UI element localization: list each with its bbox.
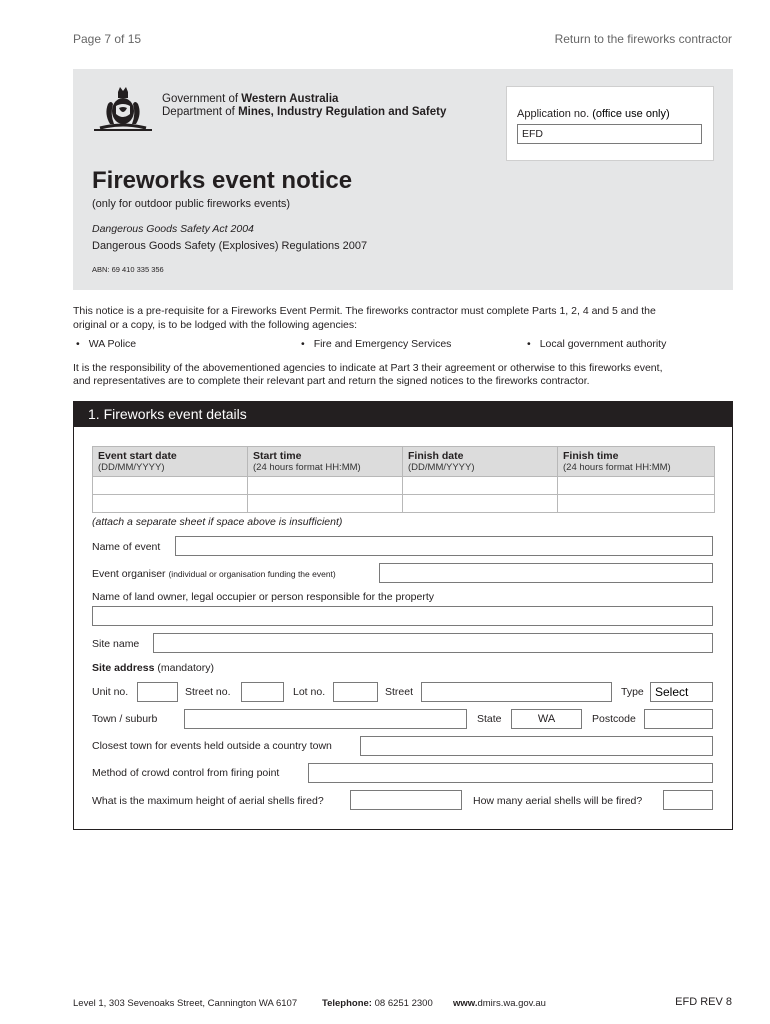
footer-address: Level 1, 303 Sevenoaks Street, Cannington WA 6107 (73, 998, 298, 1009)
lot-no-field[interactable] (333, 682, 378, 702)
agency-fire-emergency: • Fire and Emergency Services (301, 338, 451, 351)
crowd-control-field[interactable] (308, 763, 713, 783)
unit-no-label: Unit no. (92, 686, 129, 698)
footer-website[interactable]: www.dmirs.wa.gov.au (453, 998, 546, 1009)
start-time-cell[interactable] (248, 495, 403, 513)
postcode-field[interactable] (644, 709, 713, 729)
page-subtitle: (only for outdoor public fireworks events) (92, 198, 291, 210)
footer-telephone: Telephone: 08 6251 2300 (322, 998, 433, 1009)
name-of-event-field[interactable] (175, 536, 713, 556)
type-label: Type (621, 686, 644, 698)
shell-count-label: How many aerial shells will be fired? (473, 795, 643, 807)
government-name: Government of Western Australia (162, 93, 339, 105)
closest-town-field[interactable] (360, 736, 713, 756)
street-no-label: Street no. (185, 686, 231, 698)
state-label: State (477, 713, 502, 725)
site-name-label: Site name (92, 638, 140, 650)
abn: ABN: 69 410 335 356 (92, 265, 164, 274)
event-organiser-field[interactable] (379, 563, 713, 583)
site-address-label: Site address (mandatory) (92, 662, 214, 674)
page-number: Page 7 of 15 (73, 32, 142, 46)
act-name: Dangerous Goods Safety Act 2004 (92, 223, 254, 235)
crowd-control-label: Method of crowd control from firing point (92, 767, 280, 779)
table-header-event-start-date: Event start date (DD/MM/YYYY) (93, 447, 248, 477)
agency-local-government: • Local government authority (527, 338, 666, 351)
postcode-label: Postcode (592, 713, 636, 725)
town-suburb-field[interactable] (184, 709, 467, 729)
application-number-field[interactable]: EFD (517, 124, 702, 144)
finish-time-cell[interactable] (558, 495, 715, 513)
table-row (93, 477, 715, 495)
table-header-finish-date: Finish date (DD/MM/YYYY) (403, 447, 558, 477)
finish-date-cell[interactable] (403, 477, 558, 495)
table-row (93, 495, 715, 513)
section-1-title: 1. Fireworks event details (73, 401, 733, 427)
town-suburb-label: Town / suburb (92, 713, 158, 725)
event-organiser-label: Event organiser (individual or organisation funding the event) (92, 568, 336, 580)
intro-line-2: original or a copy, is to be lodged with the following agencies: (73, 319, 358, 331)
closest-town-label: Closest town for events held outside a country town (92, 740, 332, 752)
event-start-date-cell[interactable] (93, 495, 248, 513)
lot-no-label: Lot no. (293, 686, 326, 698)
finish-time-cell[interactable] (558, 477, 715, 495)
footer-revision: EFD REV 8 (675, 996, 732, 1008)
street-type-select[interactable]: Select (650, 682, 713, 702)
max-height-field[interactable] (350, 790, 462, 810)
street-label: Street (385, 686, 414, 698)
application-number-label: Application no. (office use only) (517, 108, 670, 120)
event-start-date-cell[interactable] (93, 477, 248, 495)
unit-no-field[interactable] (137, 682, 178, 702)
land-owner-label: Name of land owner, legal occupier or person responsible for the property (92, 591, 435, 603)
start-time-cell[interactable] (248, 477, 403, 495)
attach-note: (attach a separate sheet if space above is insufficient) (92, 516, 343, 528)
page-title: Fireworks event notice (92, 167, 353, 194)
return-note: Return to the fireworks contractor (554, 32, 732, 46)
name-of-event-label: Name of event (92, 541, 161, 553)
site-name-field[interactable] (153, 633, 713, 653)
responsibility-line-1: It is the responsibility of the abovementioned agencies to indicate at Part 3 their agreement or otherwise to this fireworks event, (73, 362, 663, 374)
responsibility-line-2: and representatives are to complete their relevant part and return the signed notices to the fireworks contractor. (73, 375, 590, 387)
shell-count-field[interactable] (663, 790, 713, 810)
street-no-field[interactable] (241, 682, 284, 702)
state-field[interactable]: WA (511, 709, 582, 729)
table-header-start-time: Start time (24 hours format HH:MM) (248, 447, 403, 477)
table-header-finish-time: Finish time (24 hours format HH:MM) (558, 447, 715, 477)
department-name: Department of Mines, Industry Regulation and Safety (162, 106, 447, 118)
regulations-name: Dangerous Goods Safety (Explosives) Regulations 2007 (92, 240, 368, 252)
intro-line-1: This notice is a pre-requisite for a Fireworks Event Permit. The fireworks contractor must complete Parts 1, 2, 4 and 5 and the (73, 305, 656, 317)
max-height-label: What is the maximum height of aerial shells fired? (92, 795, 324, 807)
street-field[interactable] (421, 682, 612, 702)
event-dates-table (92, 446, 715, 513)
coat-of-arms-icon (90, 84, 156, 134)
agency-wa-police: • WA Police (76, 338, 136, 351)
finish-date-cell[interactable] (403, 495, 558, 513)
land-owner-field[interactable] (92, 606, 713, 626)
